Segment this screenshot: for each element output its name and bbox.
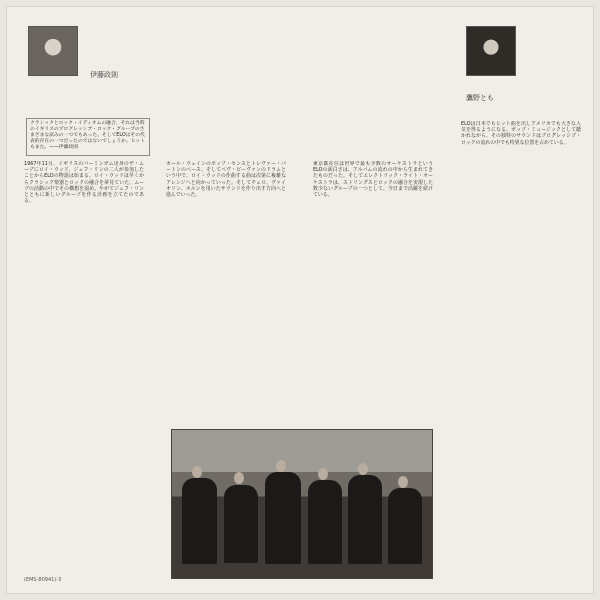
intro-box bbox=[26, 118, 150, 156]
photo-figure bbox=[182, 478, 217, 564]
intro-text: クラシックとロック・イディオムの融合、それは当時のイギリスのプログレッシブ・ロック・グループのさまざまな試みの一つでもあった。そしてELOはその代表的存在の一つだったのではないでしょうか。ヒットもまた。——伊藤政則 bbox=[30, 121, 145, 150]
photo-face bbox=[276, 460, 286, 472]
band-group-photo bbox=[171, 429, 433, 579]
photo-figure bbox=[388, 488, 422, 564]
author-name-right: 鷹野とも bbox=[466, 94, 494, 102]
liner-notes-page bbox=[6, 6, 594, 594]
column-text: 東京都在住は世界で最も少数のオーケストラというELOの面白さは、アルバムの流れの中から生まれてきたものだった。そしてエレクトリック・ライト・オーケストラは、ストリングスとロックの融合を実現した数少ないグループの一つとして、今日まで活躍を続けている。 bbox=[313, 161, 433, 199]
photo-figure bbox=[308, 480, 342, 564]
photo-figure bbox=[224, 485, 258, 563]
column-text: ELOは日本でもヒット曲を出しアメリカでも大きな人気を得るようになる。ポップ・ミュージックとして聴かれながら、その独特のサウンドはプログレッシブ・ロックの流れの中でも特異な位置を占めている。 bbox=[461, 121, 581, 146]
catalog-mark: (EMS-80941)-3 bbox=[24, 577, 62, 583]
column-text: カール・ウェインのポップ・センスとトレヴァー・バートンのベース、そしてベヴ・ビーヴァンのドラムという中で、ロイ・ウッドの作曲する曲は次第に複雑なアレンジへと向かっていった。そしてチェロ、ヴァイオリン、ホルンを用いたサウンドを作り出す方向へと進んでいった。 bbox=[166, 161, 286, 199]
text-column-3 bbox=[313, 161, 433, 413]
author-portrait-left bbox=[28, 26, 78, 76]
text-column-2 bbox=[166, 161, 286, 413]
photo-face bbox=[358, 463, 368, 475]
photo-face bbox=[192, 466, 202, 478]
column-text: 1967年11月、イギリスのバーミンガム出身のザ・ムーブにロイ・ウッド、ジェフ・リンの二人が参加したことからELOの物語は始まる。ロイ・ウッドは早くからクラシック楽器とロックの融合を夢見ていた。ムーブの活動の中でその構想を温め、やがてジェフ・リンとともに新しいグループを作る計画を立てたのである。 bbox=[24, 161, 144, 205]
photo-figure bbox=[348, 475, 382, 564]
text-column-1 bbox=[24, 161, 144, 551]
photo-face bbox=[318, 468, 328, 480]
text-column-4 bbox=[461, 121, 581, 576]
photo-face bbox=[234, 472, 244, 484]
photo-sky bbox=[172, 430, 432, 472]
photo-figure bbox=[265, 472, 301, 564]
author-portrait-right bbox=[466, 26, 516, 76]
photo-face bbox=[398, 476, 408, 488]
author-name-left: 伊藤政則 bbox=[90, 71, 118, 79]
